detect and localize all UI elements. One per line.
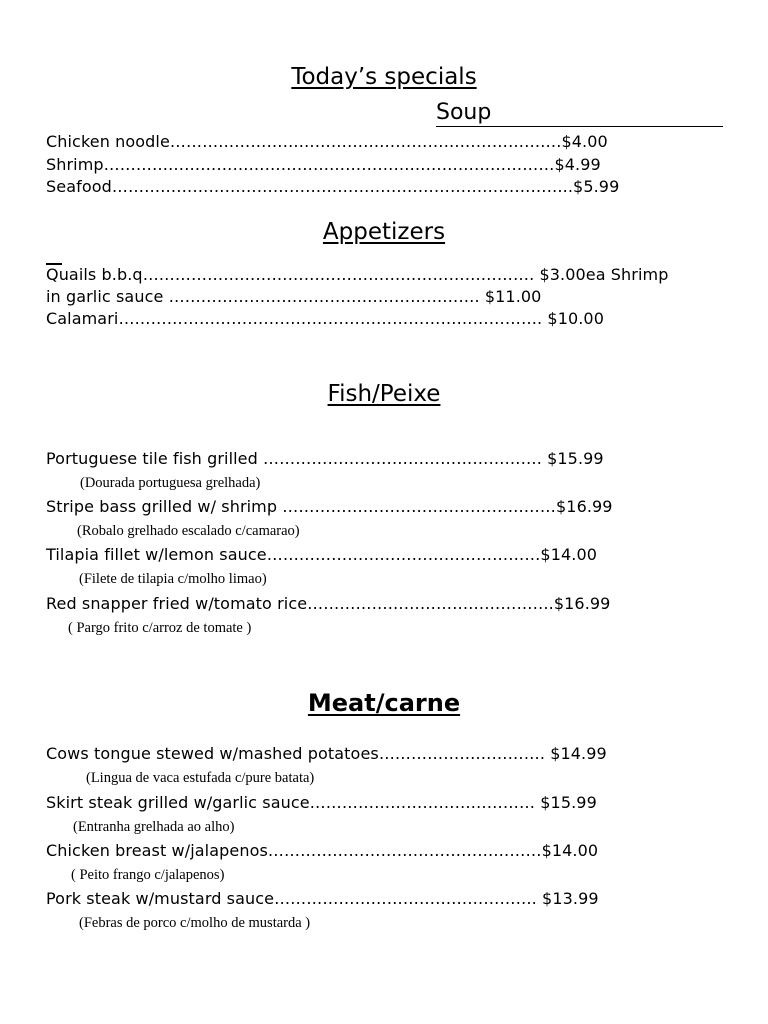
- fish-item-red-snapper: Red snapper fried w/tomato rice……………………………………….$16.99: [46, 594, 611, 613]
- appetizer-line-quails: Quails b.b.q………………………………………………………………. $3.00ea Shrimp: [46, 265, 669, 284]
- page-title: Today’s specials: [291, 64, 477, 90]
- soup-heading-underline: [436, 100, 723, 127]
- meat-item-skirt-steak: Skirt steak grilled w/garlic sauce…………………………………… $15.99: [46, 793, 597, 812]
- fish-item-tilapia-translation: (Filete de tilapia c/molho limao): [79, 571, 267, 587]
- fish-item-stripe-bass-translation: (Robalo grelhado escalado c/camarao): [77, 523, 300, 539]
- fish-item-red-snapper-translation: ( Pargo frito c/arroz de tomate ): [68, 620, 252, 636]
- meat-item-skirt-steak-translation: (Entranha grelhada ao alho): [73, 819, 235, 835]
- appetizer-line-calamari: Calamari……………………………………………………………………. $10.00: [46, 309, 604, 328]
- meat-item-pork-steak-translation: (Febras de porco c/molho de mustarda ): [79, 915, 311, 931]
- meat-heading: Meat/carne: [307, 689, 461, 717]
- fish-item-stripe-bass: Stripe bass grilled w/ shrimp ……………………………………………$16.99: [46, 497, 613, 516]
- fish-item-tile-fish-translation: (Dourada portuguesa grelhada): [80, 475, 261, 491]
- meat-item-cows-tongue-translation: (Lingua de vaca estufada c/pure batata): [86, 770, 315, 786]
- fish-item-tile-fish: Portuguese tile fish grilled ……………………………………………. $15.99: [46, 449, 604, 468]
- soup-item-seafood: Seafood…………………………………………………………………………..$5.99: [46, 177, 620, 196]
- meat-item-chicken-breast: Chicken breast w/jalapenos……………………………………………$14.00: [46, 841, 599, 860]
- appetizer-line-shrimp-garlic: in garlic sauce …………………………………………………. $11.00: [46, 287, 542, 306]
- fish-heading: Fish/Peixe: [327, 381, 441, 407]
- meat-item-pork-steak: Pork steak w/mustard sauce…………………………………………. $13.99: [46, 889, 599, 908]
- meat-item-chicken-breast-translation: ( Peito frango c/jalapenos): [71, 867, 225, 883]
- soup-heading: Soup: [436, 100, 492, 125]
- soup-item-chicken-noodle: Chicken noodle……………………………………………………………….$4.00: [46, 132, 608, 151]
- fish-item-tilapia: Tilapia fillet w/lemon sauce……………………………………………$14.00: [46, 545, 598, 564]
- meat-item-cows-tongue: Cows tongue stewed w/mashed potatoes…………………………. $14.99: [46, 744, 607, 763]
- soup-item-shrimp: Shrimp…………………………………………………………………………$4.99: [46, 155, 601, 174]
- appetizers-heading: Appetizers: [322, 219, 446, 245]
